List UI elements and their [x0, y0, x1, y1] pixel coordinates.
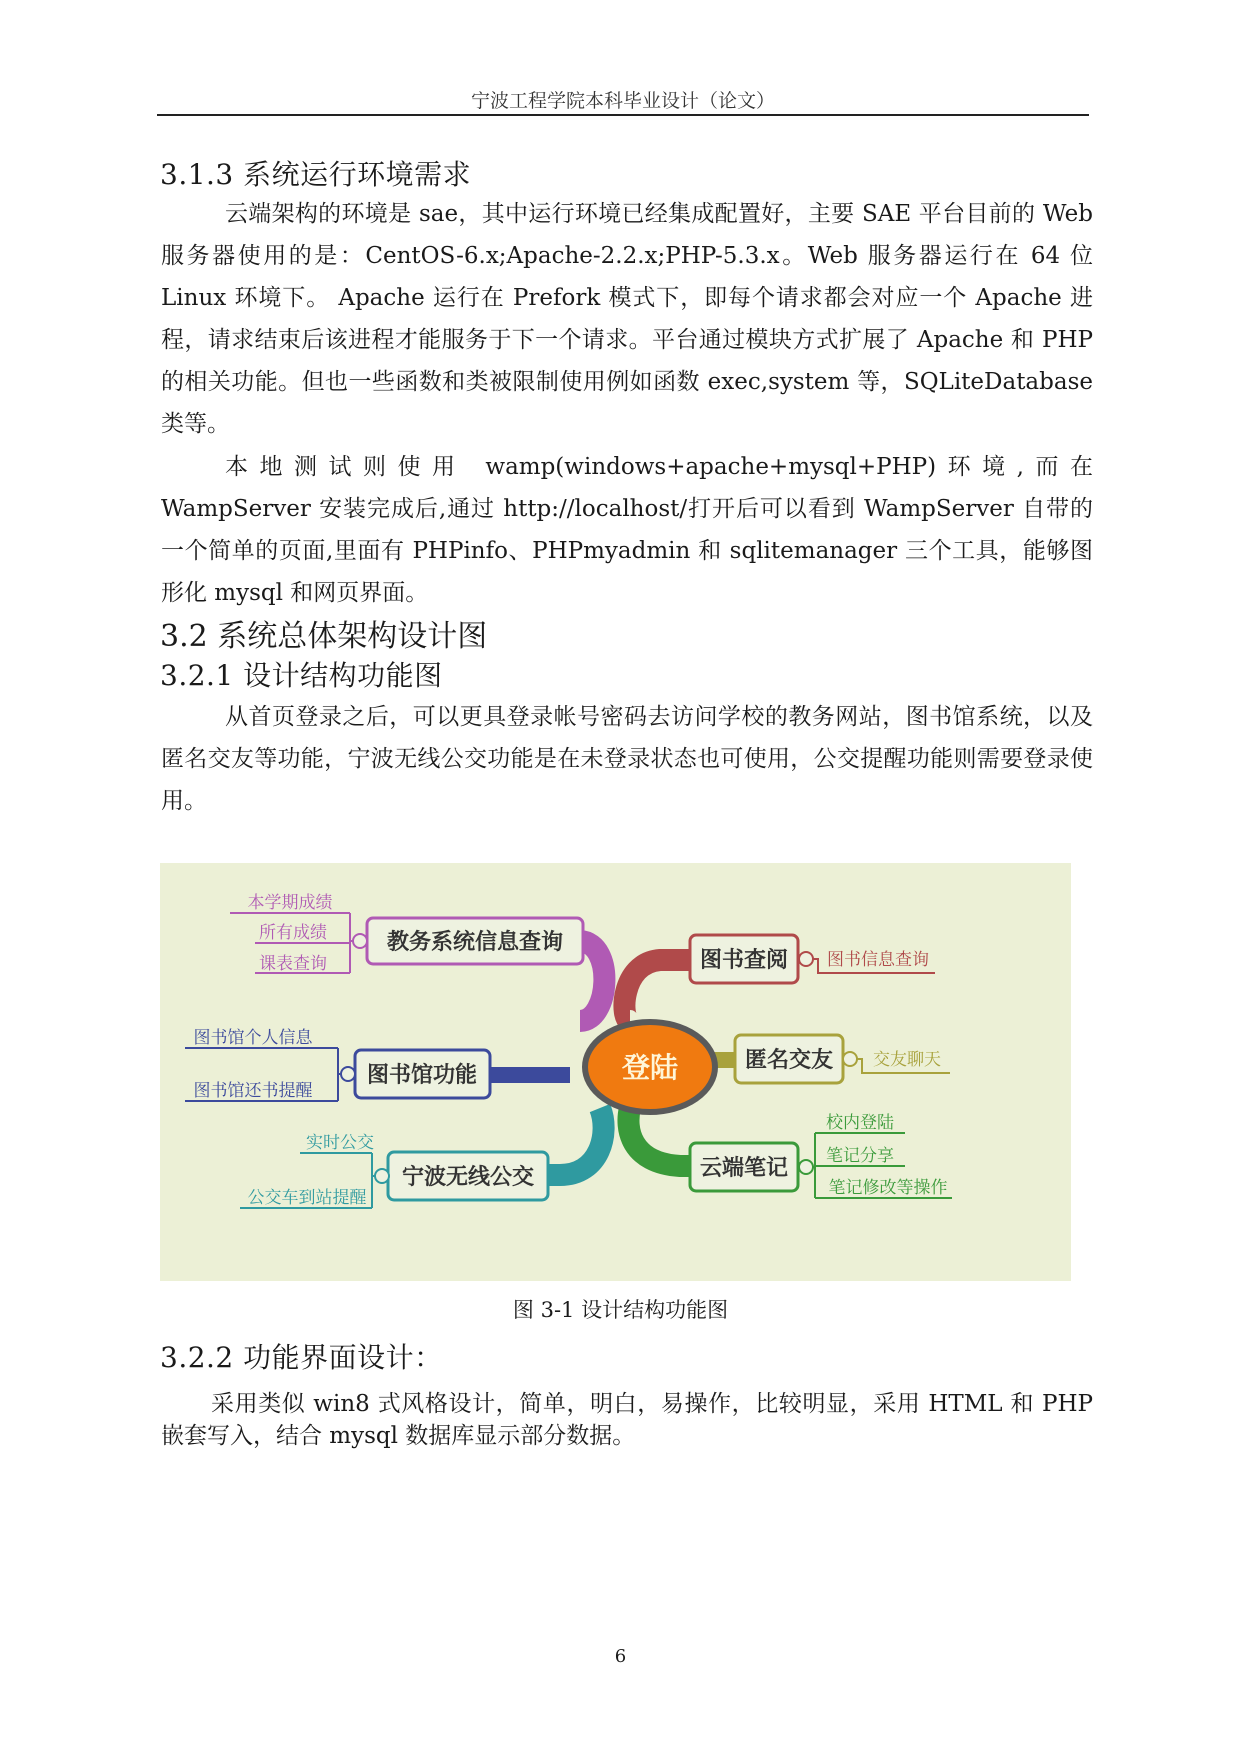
leaf-notes-2: 笔记修改等操作: [828, 1178, 948, 1198]
paragraph-runtime-env: 云端架构的环境是 sae，其中运行环境已经集成配置好，主要 SAE 平台目前的 Web 服务器使用的是：CentOS-6.x;Apache-2.2.x;PHP-5.3.x。Web 服务器运行在 64 位 Linux 环境下。 Apache 运行在 Prefork 模式下，即每个请求都会对应一个 Apache 进程，请求结束后该进程才能服务于下一个请求。平台通过模块方式扩展了 Apache 和 PHP 的相关功能。但也一些函数和类被限制使用例如函数 exec,system 等，SQLiteDatabase 类等。: [161, 201, 1093, 437]
header-rule: [157, 114, 1089, 116]
leaf-jiaowu-0: 本学期成绩: [247, 893, 333, 913]
paragraph-ui-design: 采用类似 win8 式风格设计，简单，明白，易操作，比较明显，采用 HTML 和 PHP 嵌套写入，结合 mysql 数据库显示部分数据。: [161, 1391, 1093, 1449]
paragraph-local-test: 本地测试则使用 wamp(windows+apache+mysql+PHP)环境,而在 WampServer 安装完成后,通过 http://localhost/打开后可以看到 WampServer 自带的一个简单的页面,里面有 PHPinfo、PHPmyadmin 和 sqlitemanager 三个工具，能够图形化 mysql 和网页界面。: [161, 454, 1093, 606]
heading-3-2-2: 3.2.2 功能界面设计：: [160, 1341, 443, 1374]
collapse-icon: [353, 934, 367, 948]
center-label: 登陆: [621, 1051, 679, 1084]
node-bus-label: 宁波无线公交: [401, 1165, 535, 1190]
node-jiaowu-label: 教务系统信息查询: [386, 930, 564, 955]
heading-3-2: 3.2 系统总体架构设计图: [160, 619, 488, 654]
collapse-icon: [375, 1169, 389, 1183]
leaf-bus-0: 实时公交: [306, 1133, 374, 1153]
leaf-jiaowu-2: 课表查询: [259, 954, 327, 974]
mindmap-svg: [160, 863, 1071, 1281]
leaf-bus-1: 公交车到站提醒: [247, 1188, 367, 1208]
heading-3-1-3: 3.1.3 系统运行环境需求: [160, 158, 472, 191]
running-header: 宁波工程学院本科毕业设计（论文）: [470, 90, 775, 112]
leaf-notes-1: 笔记分享: [826, 1146, 894, 1166]
figure-caption: 图 3-1 设计结构功能图: [512, 1298, 729, 1322]
connector-bus: [540, 1108, 604, 1175]
collapse-icon: [799, 1160, 813, 1174]
node-books-label: 图书查阅: [699, 948, 789, 973]
paragraph-structure: 从首页登录之后，可以更具登录帐号密码去访问学校的教务网站，图书馆系统，以及匿名交友等功能，宁波无线公交功能是在未登录状态也可使用，公交提醒功能则需要登录使用。: [161, 704, 1093, 814]
leaf-anon-0: 交友聊天: [873, 1050, 941, 1070]
node-notes-label: 云端笔记: [699, 1156, 789, 1181]
leaf-library-1: 图书馆还书提醒: [193, 1081, 313, 1101]
leaf-books-0: 图书信息查询: [827, 950, 929, 970]
collapse-icon: [341, 1067, 355, 1081]
heading-3-2-1: 3.2.1 设计结构功能图: [160, 659, 443, 692]
node-anon-label: 匿名交友: [744, 1048, 834, 1073]
page-number: 6: [614, 1646, 627, 1667]
leaf-notes-0: 校内登陆: [826, 1113, 894, 1133]
collapse-icon: [799, 952, 813, 966]
collapse-icon: [843, 1052, 857, 1066]
leaf-jiaowu-1: 所有成绩: [259, 923, 327, 943]
leaf-library-0: 图书馆个人信息: [193, 1028, 313, 1048]
node-library-label: 图书馆功能: [366, 1063, 478, 1088]
mindmap-figure: [160, 863, 1071, 1281]
